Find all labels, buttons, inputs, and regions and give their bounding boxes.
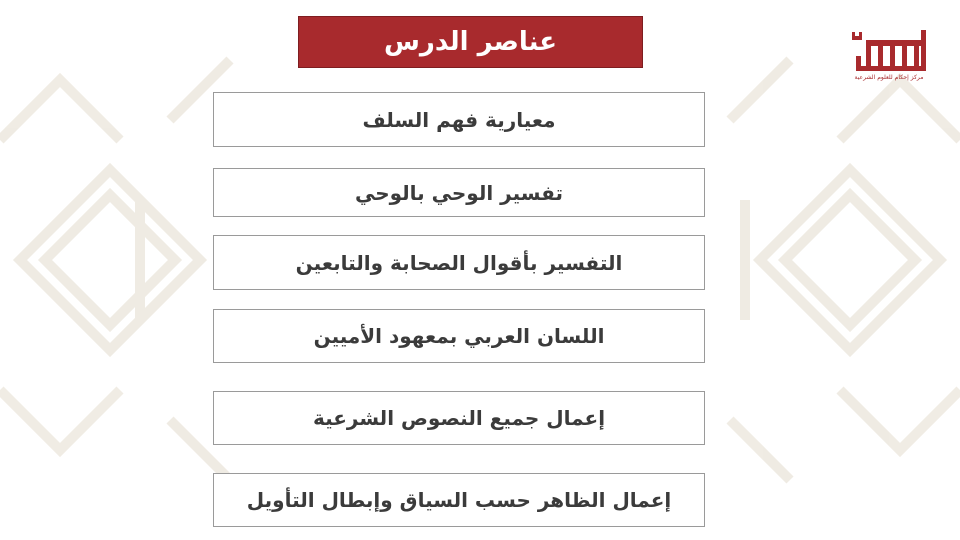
organization-logo [848, 26, 930, 96]
lesson-item-label: إعمال جميع النصوص الشرعية [312, 406, 606, 430]
lesson-item-6[interactable] [213, 473, 705, 527]
lesson-item-label: التفسير بأقوال الصحابة والتابعين [295, 250, 623, 275]
lesson-item-label: معيارية فهم السلف [362, 107, 556, 132]
lesson-item-3[interactable] [213, 235, 705, 290]
lesson-title-banner [298, 16, 643, 68]
lesson-item-2[interactable] [213, 168, 705, 217]
logo-subtitle: مركز إحكام للعلوم الشرعية [854, 74, 924, 81]
lesson-item-label: تفسير الوحي بالوحي [354, 180, 564, 205]
lesson-item-4[interactable] [213, 309, 705, 363]
lesson-item-5[interactable] [213, 391, 705, 445]
lesson-title: عناصر الدرس [383, 27, 558, 57]
lesson-item-label: اللسان العربي بمعهود الأميين [313, 324, 605, 348]
lesson-item-label: إعمال الظاهر حسب السياق وإبطال التأويل [246, 488, 672, 512]
lesson-item-1[interactable] [213, 92, 705, 147]
